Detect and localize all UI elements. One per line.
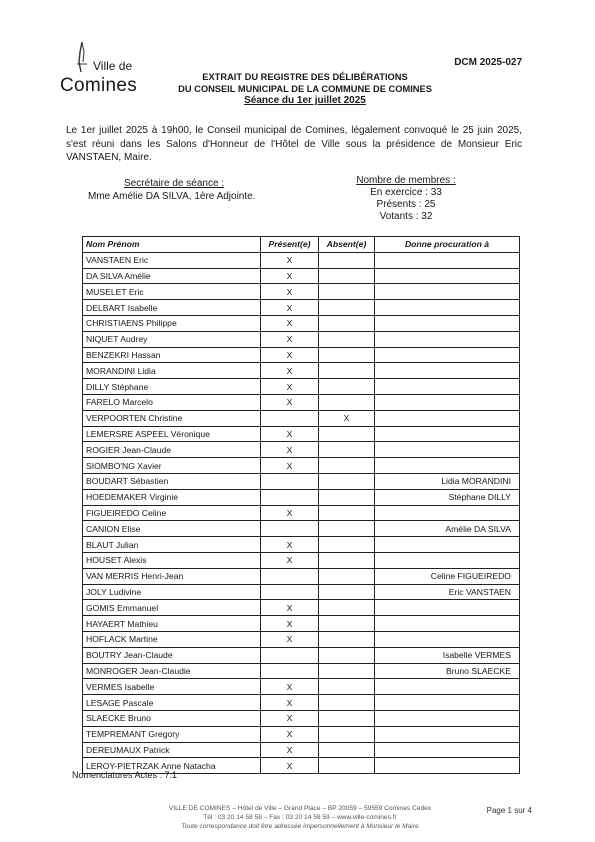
session-date: Séance du 1er juillet 2025: [244, 95, 366, 106]
deliberation-reference: DCM 2025-027: [454, 57, 522, 68]
proxy-name: [375, 300, 520, 316]
proxy-name: [375, 679, 520, 695]
attendance-row: [83, 315, 520, 331]
member-name: SLAECKE Bruno: [83, 710, 261, 726]
member-name: FIGUEIREDO Celine: [83, 505, 261, 521]
attendance-row: [83, 521, 520, 537]
attendance-row: [83, 710, 520, 726]
proxy-name: [375, 742, 520, 758]
logo-comines-text: Comines: [60, 75, 138, 96]
attendance-row: [83, 600, 520, 616]
proxy-name: [375, 458, 520, 474]
attendance-row: [83, 489, 520, 505]
proxy-name: Stéphane DILLY: [375, 489, 520, 505]
document-title-block: [130, 71, 480, 107]
proxy-name: [375, 410, 520, 426]
present-mark: X: [261, 442, 319, 458]
proxy-name: [375, 616, 520, 632]
absent-mark: [319, 584, 375, 600]
proxy-name: [375, 394, 520, 410]
member-name: CHRISTIAENS Philippe: [83, 315, 261, 331]
present-mark: X: [261, 616, 319, 632]
present-mark: X: [261, 363, 319, 379]
absent-mark: [319, 442, 375, 458]
member-name: LEMERSRE ASPEEL Véronique: [83, 426, 261, 442]
proxy-name: Isabelle VERMES: [375, 647, 520, 663]
member-name: BENZEKRI Hassan: [83, 347, 261, 363]
present-mark: X: [261, 505, 319, 521]
present-mark: X: [261, 331, 319, 347]
member-name: NIQUET Audrey: [83, 331, 261, 347]
count-voting: Votants : 32: [379, 211, 433, 222]
intro-paragraph: Le 1er juillet 2025 à 19h00, le Conseil municipal de Comines, légalement convoqué le 25 juin 2025, s'est réuni dans les Salons d'Honneur de l'Hôtel de Ville sous la présidence de Monsieur Eric VANSTAEN, Maire.: [66, 125, 522, 163]
absent-mark: [319, 379, 375, 395]
absent-mark: [319, 521, 375, 537]
absent-mark: [319, 268, 375, 284]
member-name: JOLY Ludivine: [83, 584, 261, 600]
member-name: LESAGE Pascale: [83, 695, 261, 711]
proxy-name: [375, 284, 520, 300]
bell-tower-logo-icon: [70, 40, 94, 74]
proxy-name: Amélie DA SILVA: [375, 521, 520, 537]
present-mark: X: [261, 537, 319, 553]
header-absent: Absent(e): [319, 237, 375, 253]
attendance-row: [83, 331, 520, 347]
absent-mark: [319, 300, 375, 316]
proxy-name: [375, 268, 520, 284]
proxy-name: [375, 537, 520, 553]
absent-mark: [319, 742, 375, 758]
member-name: DELBART Isabelle: [83, 300, 261, 316]
present-mark: X: [261, 394, 319, 410]
member-name: HOEDEMAKER Virginie: [83, 489, 261, 505]
present-mark: X: [261, 679, 319, 695]
proxy-name: Eric VANSTAEN: [375, 584, 520, 600]
present-mark: X: [261, 252, 319, 268]
present-mark: X: [261, 758, 319, 774]
proxy-name: [375, 442, 520, 458]
proxy-name: [375, 252, 520, 268]
attendance-row: [83, 584, 520, 600]
attendance-row: [83, 268, 520, 284]
attendance-row: [83, 473, 520, 489]
attendance-row: [83, 663, 520, 679]
attendance-row: [83, 568, 520, 584]
present-mark: X: [261, 300, 319, 316]
proxy-name: [375, 695, 520, 711]
present-mark: [261, 647, 319, 663]
member-name: SIOMBO'NG Xavier: [83, 458, 261, 474]
member-name: CANION Elise: [83, 521, 261, 537]
attendance-row: [83, 394, 520, 410]
absent-mark: [319, 347, 375, 363]
attendance-row: [83, 552, 520, 568]
absent-mark: [319, 331, 375, 347]
absent-mark: [319, 600, 375, 616]
absent-mark: [319, 726, 375, 742]
member-name: VERPOORTEN Christine: [83, 410, 261, 426]
absent-mark: [319, 458, 375, 474]
member-name: HAYAERT Mathieu: [83, 616, 261, 632]
absent-mark: X: [319, 410, 375, 426]
attendance-row: [83, 616, 520, 632]
attendance-row: [83, 458, 520, 474]
proxy-name: Bruno SLAECKE: [375, 663, 520, 679]
absent-mark: [319, 647, 375, 663]
absent-mark: [319, 363, 375, 379]
proxy-name: [375, 379, 520, 395]
absent-mark: [319, 631, 375, 647]
present-mark: X: [261, 268, 319, 284]
present-mark: X: [261, 600, 319, 616]
proxy-name: [375, 363, 520, 379]
attendance-row: [83, 679, 520, 695]
proxy-name: Lidia MORANDINI: [375, 473, 520, 489]
absent-mark: [319, 695, 375, 711]
member-name: DILLY Stéphane: [83, 379, 261, 395]
secretary-label: Secrétaire de séance :: [124, 178, 225, 189]
present-mark: [261, 521, 319, 537]
logo-ville-text: Ville de: [93, 59, 133, 73]
proxy-name: [375, 710, 520, 726]
member-name: MORANDINI Lidia: [83, 363, 261, 379]
absent-mark: [319, 473, 375, 489]
proxy-name: [375, 505, 520, 521]
member-name: MUSELET Eric: [83, 284, 261, 300]
present-mark: [261, 489, 319, 505]
present-mark: X: [261, 347, 319, 363]
present-mark: [261, 663, 319, 679]
attendance-row: [83, 537, 520, 553]
absent-mark: [319, 568, 375, 584]
count-present: Présents : 25: [376, 199, 436, 210]
attendance-header-row: [83, 237, 520, 253]
attendance-row: [83, 695, 520, 711]
attendance-row: [83, 410, 520, 426]
member-name: VAN MERRIS Henri-Jean: [83, 568, 261, 584]
present-mark: [261, 473, 319, 489]
present-mark: X: [261, 284, 319, 300]
proxy-name: [375, 426, 520, 442]
proxy-name: [375, 347, 520, 363]
attendance-row: [83, 284, 520, 300]
title-line-1: EXTRAIT DU REGISTRE DES DÉLIBÉRATIONS: [202, 72, 408, 82]
attendance-row: [83, 363, 520, 379]
secretary-name: Mme Amélie DA SILVA, 1ère Adjointe.: [88, 191, 256, 202]
footer-contact: Tél : 03 20 14 58 58 – Fax : 03 20 14 58 59 – www.ville-comines.fr: [203, 814, 397, 821]
absent-mark: [319, 663, 375, 679]
member-name: BOUDART Sébastien: [83, 473, 261, 489]
present-mark: X: [261, 379, 319, 395]
absent-mark: [319, 616, 375, 632]
attendance-row: [83, 347, 520, 363]
attendance-rows: [83, 252, 520, 773]
member-name: LEROY-PIETRZAK Anne Natacha: [83, 758, 261, 774]
footer-address: VILLE DE COMINES – Hôtel de Ville – Grand Place – BP 20059 – 59559 Comines Cedex: [168, 805, 432, 812]
attendance-row: [83, 726, 520, 742]
member-name: TEMPREMANT Gregory: [83, 726, 261, 742]
attendance-row: [83, 442, 520, 458]
absent-mark: [319, 252, 375, 268]
proxy-name: [375, 631, 520, 647]
present-mark: X: [261, 710, 319, 726]
member-name: MONROGER Jean-Claudie: [83, 663, 261, 679]
page-number: Page 1 sur 4: [486, 806, 532, 815]
present-mark: X: [261, 458, 319, 474]
attendance-row: [83, 631, 520, 647]
present-mark: X: [261, 726, 319, 742]
member-name: VERMES Isabelle: [83, 679, 261, 695]
absent-mark: [319, 537, 375, 553]
member-name: HOFLACK Martine: [83, 631, 261, 647]
present-mark: [261, 410, 319, 426]
present-mark: X: [261, 631, 319, 647]
absent-mark: [319, 489, 375, 505]
header-present: Présent(e): [261, 237, 319, 253]
attendance-row: [83, 742, 520, 758]
count-in-office: En exercice : 33: [370, 187, 442, 198]
proxy-name: [375, 600, 520, 616]
absent-mark: [319, 505, 375, 521]
member-name: HOUSET Alexis: [83, 552, 261, 568]
absent-mark: [319, 284, 375, 300]
header-proxy: Donne procuration à: [375, 237, 520, 253]
nomenclature-code: Nomenclatures Actes : 7.1: [72, 770, 178, 780]
member-counts-block: [340, 175, 472, 223]
present-mark: [261, 584, 319, 600]
proxy-name: [375, 331, 520, 347]
proxy-name: [375, 726, 520, 742]
present-mark: X: [261, 426, 319, 442]
absent-mark: [319, 315, 375, 331]
present-mark: [261, 568, 319, 584]
attendance-row: [83, 426, 520, 442]
member-name: FARELO Marcelo: [83, 394, 261, 410]
footer-notice: Toute correspondance doit être adressée impersonnellement à Monsieur le Maire: [181, 823, 419, 830]
attendance-row: [83, 647, 520, 663]
attendance-row: [83, 505, 520, 521]
member-name: DA SILVA Amélie: [83, 268, 261, 284]
present-mark: X: [261, 742, 319, 758]
attendance-table: [82, 236, 520, 774]
absent-mark: [319, 426, 375, 442]
member-name: VANSTAEN Eric: [83, 252, 261, 268]
absent-mark: [319, 552, 375, 568]
attendance-row: [83, 379, 520, 395]
present-mark: X: [261, 315, 319, 331]
absent-mark: [319, 758, 375, 774]
absent-mark: [319, 679, 375, 695]
member-counts-label: Nombre de membres :: [356, 175, 456, 186]
attendance-row: [83, 252, 520, 268]
present-mark: X: [261, 695, 319, 711]
title-line-2: DU CONSEIL MUNICIPAL DE LA COMMUNE DE COMINES: [178, 84, 432, 94]
proxy-name: [375, 315, 520, 331]
proxy-name: [375, 552, 520, 568]
absent-mark: [319, 394, 375, 410]
member-name: BLAUT Julian: [83, 537, 261, 553]
absent-mark: [319, 710, 375, 726]
attendance-row: [83, 300, 520, 316]
proxy-name: [375, 758, 520, 774]
member-name: DEREUMAUX Patrick: [83, 742, 261, 758]
present-mark: X: [261, 552, 319, 568]
proxy-name: Celine FIGUEIREDO: [375, 568, 520, 584]
page-footer: [60, 804, 540, 831]
secretary-block: [88, 178, 288, 203]
member-name: BOUTRY Jean-Claude: [83, 647, 261, 663]
header-name: Nom Prénom: [83, 237, 261, 253]
member-name: GOMIS Emmanuel: [83, 600, 261, 616]
member-name: ROGIER Jean-Claude: [83, 442, 261, 458]
